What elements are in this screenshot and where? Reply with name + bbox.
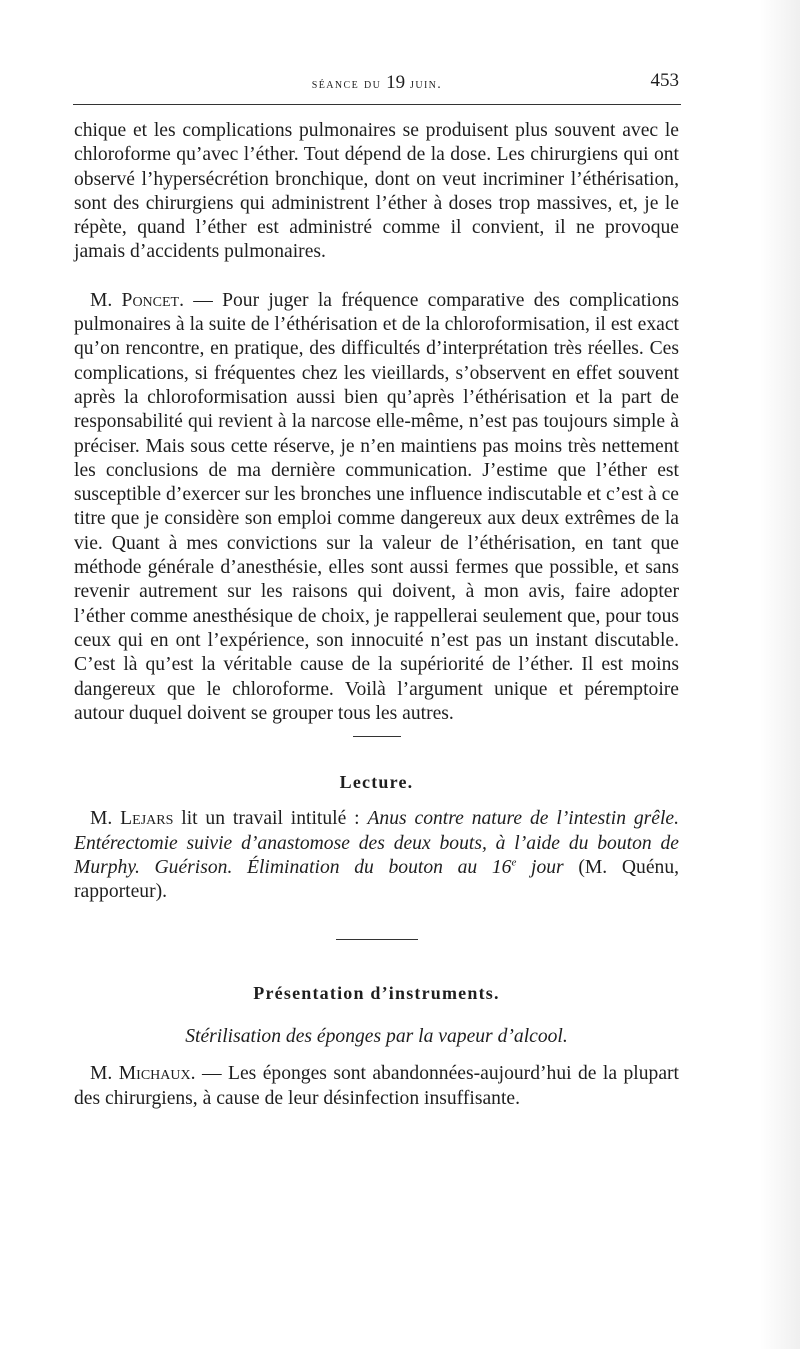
speaker-poncet: M. Poncet. [90,289,185,311]
paragraph-poncet [74,289,679,726]
separator-rule-2 [336,939,418,940]
lecture-verb: lit un travail intitulé : [173,808,368,830]
page-body [74,119,679,1111]
running-title-part-a: séance du [311,77,387,92]
paragraph-michaux [74,1062,679,1111]
paragraph-poncet-text: — Pour juger la fréquence comparative des complications pulmonaires à la suite de l’éthérisation et de la chloroformisation, il est exact qu’on rencontre, en pratique, des difficultés d’interprétation très réelles. Ces complications, si fréquentes chez les vieillards, s’observent en effet souvent après la chloroformisation aussi bien qu’après l’éthérisation et la part de responsabilité qui revient à la narcose elle-même, n’est pas toujours simple à préciser. Mais sous cette réserve, je n’en maintiens pas moins très nettement les conclusions de ma dernière communication. J’estime que l’éther est susceptible d’exercer sur les bronches une influence indiscutable et c’est à ce titre que je considère son emploi comme dangereux aux deux extrêmes de la vie. Quant à mes convictions sur la valeur de l’éthérisation, en tant que méthode générale d’anesthésie, elles sont aussi fermes que possible, et sans revenir autrement sur les raisons qui doivent, à mon avis, faire adopter l’éther comme anesthésique de choix, je rappellerai seulement que, pour tous ceux qui en ont l’expérience, son innocuité n’est pas un instant discutable. C’est là qu’est la véritable cause de la supériorité de l’éther. Il est moins dangereux que le chloroforme. Voilà l’argument unique et péremptoire autour duquel doivent se grouper tous les autres. [74,289,679,724]
lecture-day-number [492,857,564,878]
paragraph-michaux-text: — Les éponges sont abandonnées-aujourd’hui de la plupart des chirurgiens, à cause de leur désinfection insuffisante. [74,1063,679,1109]
paragraph-continuation: chique et les complications pulmonaires se produisent plus souvent avec le chloroforme qu’avec l’éther. Tout dépend de la dose. Les chirurgiens qui ont observé l’hypersécrétion bronchique, dont on veut incriminer l’éthérisation, sont des chirurgiens qui administrent l’éther à doses trop massives, et, je le répète, quand l’éther est administré comme il convient, il ne provoque jamais d’accidents pulmonaires. [74,120,679,263]
running-title-part-b: juin. [405,77,443,92]
section-title-presentation: Présentation d’instruments. [253,982,500,1003]
running-title [73,72,681,94]
page-number: 453 [650,70,679,91]
lecture-day-word: jour [516,857,564,879]
subsection-title: Stérilisation des éponges par la vapeur d’alcool. [185,1025,568,1047]
page-edge-shadow [760,0,800,1349]
separator-rule [353,736,401,737]
running-title-day: 19 [386,72,406,93]
header-rule [73,104,681,105]
page-header [73,72,681,98]
lecture-day: 16 [491,857,512,879]
lecture-work-title: Anus contre nature de l’intestin grêle. Entérectomie suivie d’anastomose des deux bouts, à l’aide du bouton de Murphy. Guérison. Élimination du bouton au [74,808,680,879]
lecture-tail: (M. Quénu, rapporteur). [74,857,680,903]
lecture-day-sup: e [511,856,517,869]
section-title-lecture: Lecture. [339,772,414,793]
speaker-lejars: M. Lejars [90,808,174,830]
speaker-michaux: M. Michaux. [90,1063,196,1085]
paragraph-lejars [74,807,679,904]
